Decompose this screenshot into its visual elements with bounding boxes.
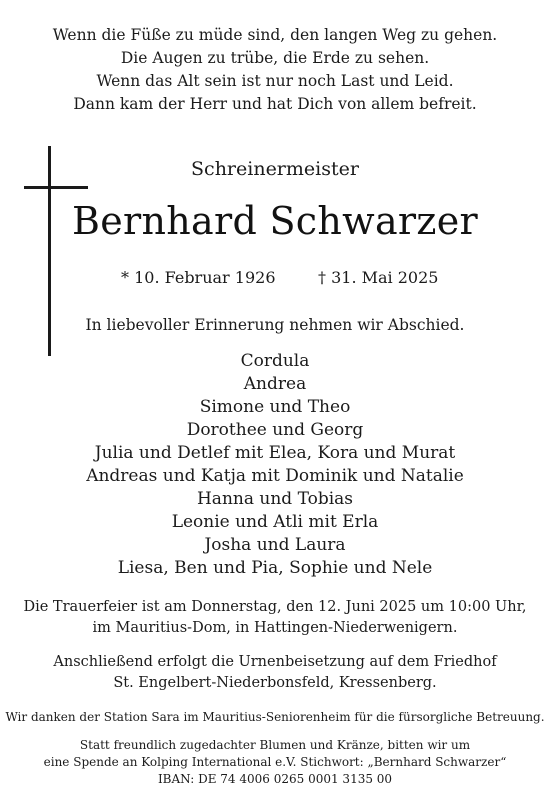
service-line: im Mauritius-Dom, in Hattingen-Niederwenigern.: [92, 620, 458, 636]
mourner-name: Josha und Laura: [204, 535, 346, 555]
mourner-name: Andreas und Katja mit Dominik und Natalie: [86, 466, 464, 486]
burial-line: St. Engelbert-Niederbonsfeld, Kressenberg.: [113, 675, 437, 691]
mourner-name: Dorothee und Georg: [186, 420, 364, 440]
service-line: Die Trauerfeier ist am Donnerstag, den 12. Juni 2025 um 10:00 Uhr,: [23, 599, 527, 615]
mourner-name: Hanna und Tobias: [196, 489, 353, 509]
mourner-name: Andrea: [243, 374, 307, 394]
donation-line: Statt freundlich zugedachter Blumen und Kränze, bitten wir um: [79, 738, 471, 752]
birth-date: * 10. Februar 1926: [121, 268, 276, 287]
thanks-text: Wir danken der Station Sara im Mauritius-Seniorenheim für die fürsorgliche Betreuung.: [5, 710, 545, 724]
death-date: † 31. Mai 2025: [318, 268, 439, 287]
poem-line: Wenn die Füße zu müde sind, den langen Weg zu gehen.: [52, 26, 498, 44]
profession: Schreinermeister: [191, 158, 359, 180]
poem-line: Wenn das Alt sein ist nur noch Last und Leid.: [96, 72, 454, 90]
burial-line: Anschließend erfolgt die Urnenbeisetzung auf dem Friedhof: [53, 654, 497, 670]
mourner-name: Liesa, Ben und Pia, Sophie und Nele: [117, 558, 433, 578]
mourner-name: Cordula: [240, 351, 310, 371]
iban-line: IBAN: DE 74 4006 0265 0001 3135 00: [157, 772, 393, 786]
mourner-name: Simone und Theo: [199, 397, 351, 417]
farewell-text: In liebevoller Erinnerung nehmen wir Abschied.: [85, 316, 465, 334]
donation-line: eine Spende an Kolping International e.V. Stichwort: „Bernhard Schwarzer“: [43, 755, 507, 769]
poem-line: Die Augen zu trübe, die Erde zu sehen.: [120, 49, 430, 67]
mourner-name: Leonie und Atli mit Erla: [171, 512, 379, 532]
poem-line: Dann kam der Herr und hat Dich von allem befreit.: [73, 95, 477, 113]
mourner-name: Julia und Detlef mit Elea, Kora und Murat: [94, 443, 456, 463]
deceased-name: Bernhard Schwarzer: [72, 199, 478, 243]
